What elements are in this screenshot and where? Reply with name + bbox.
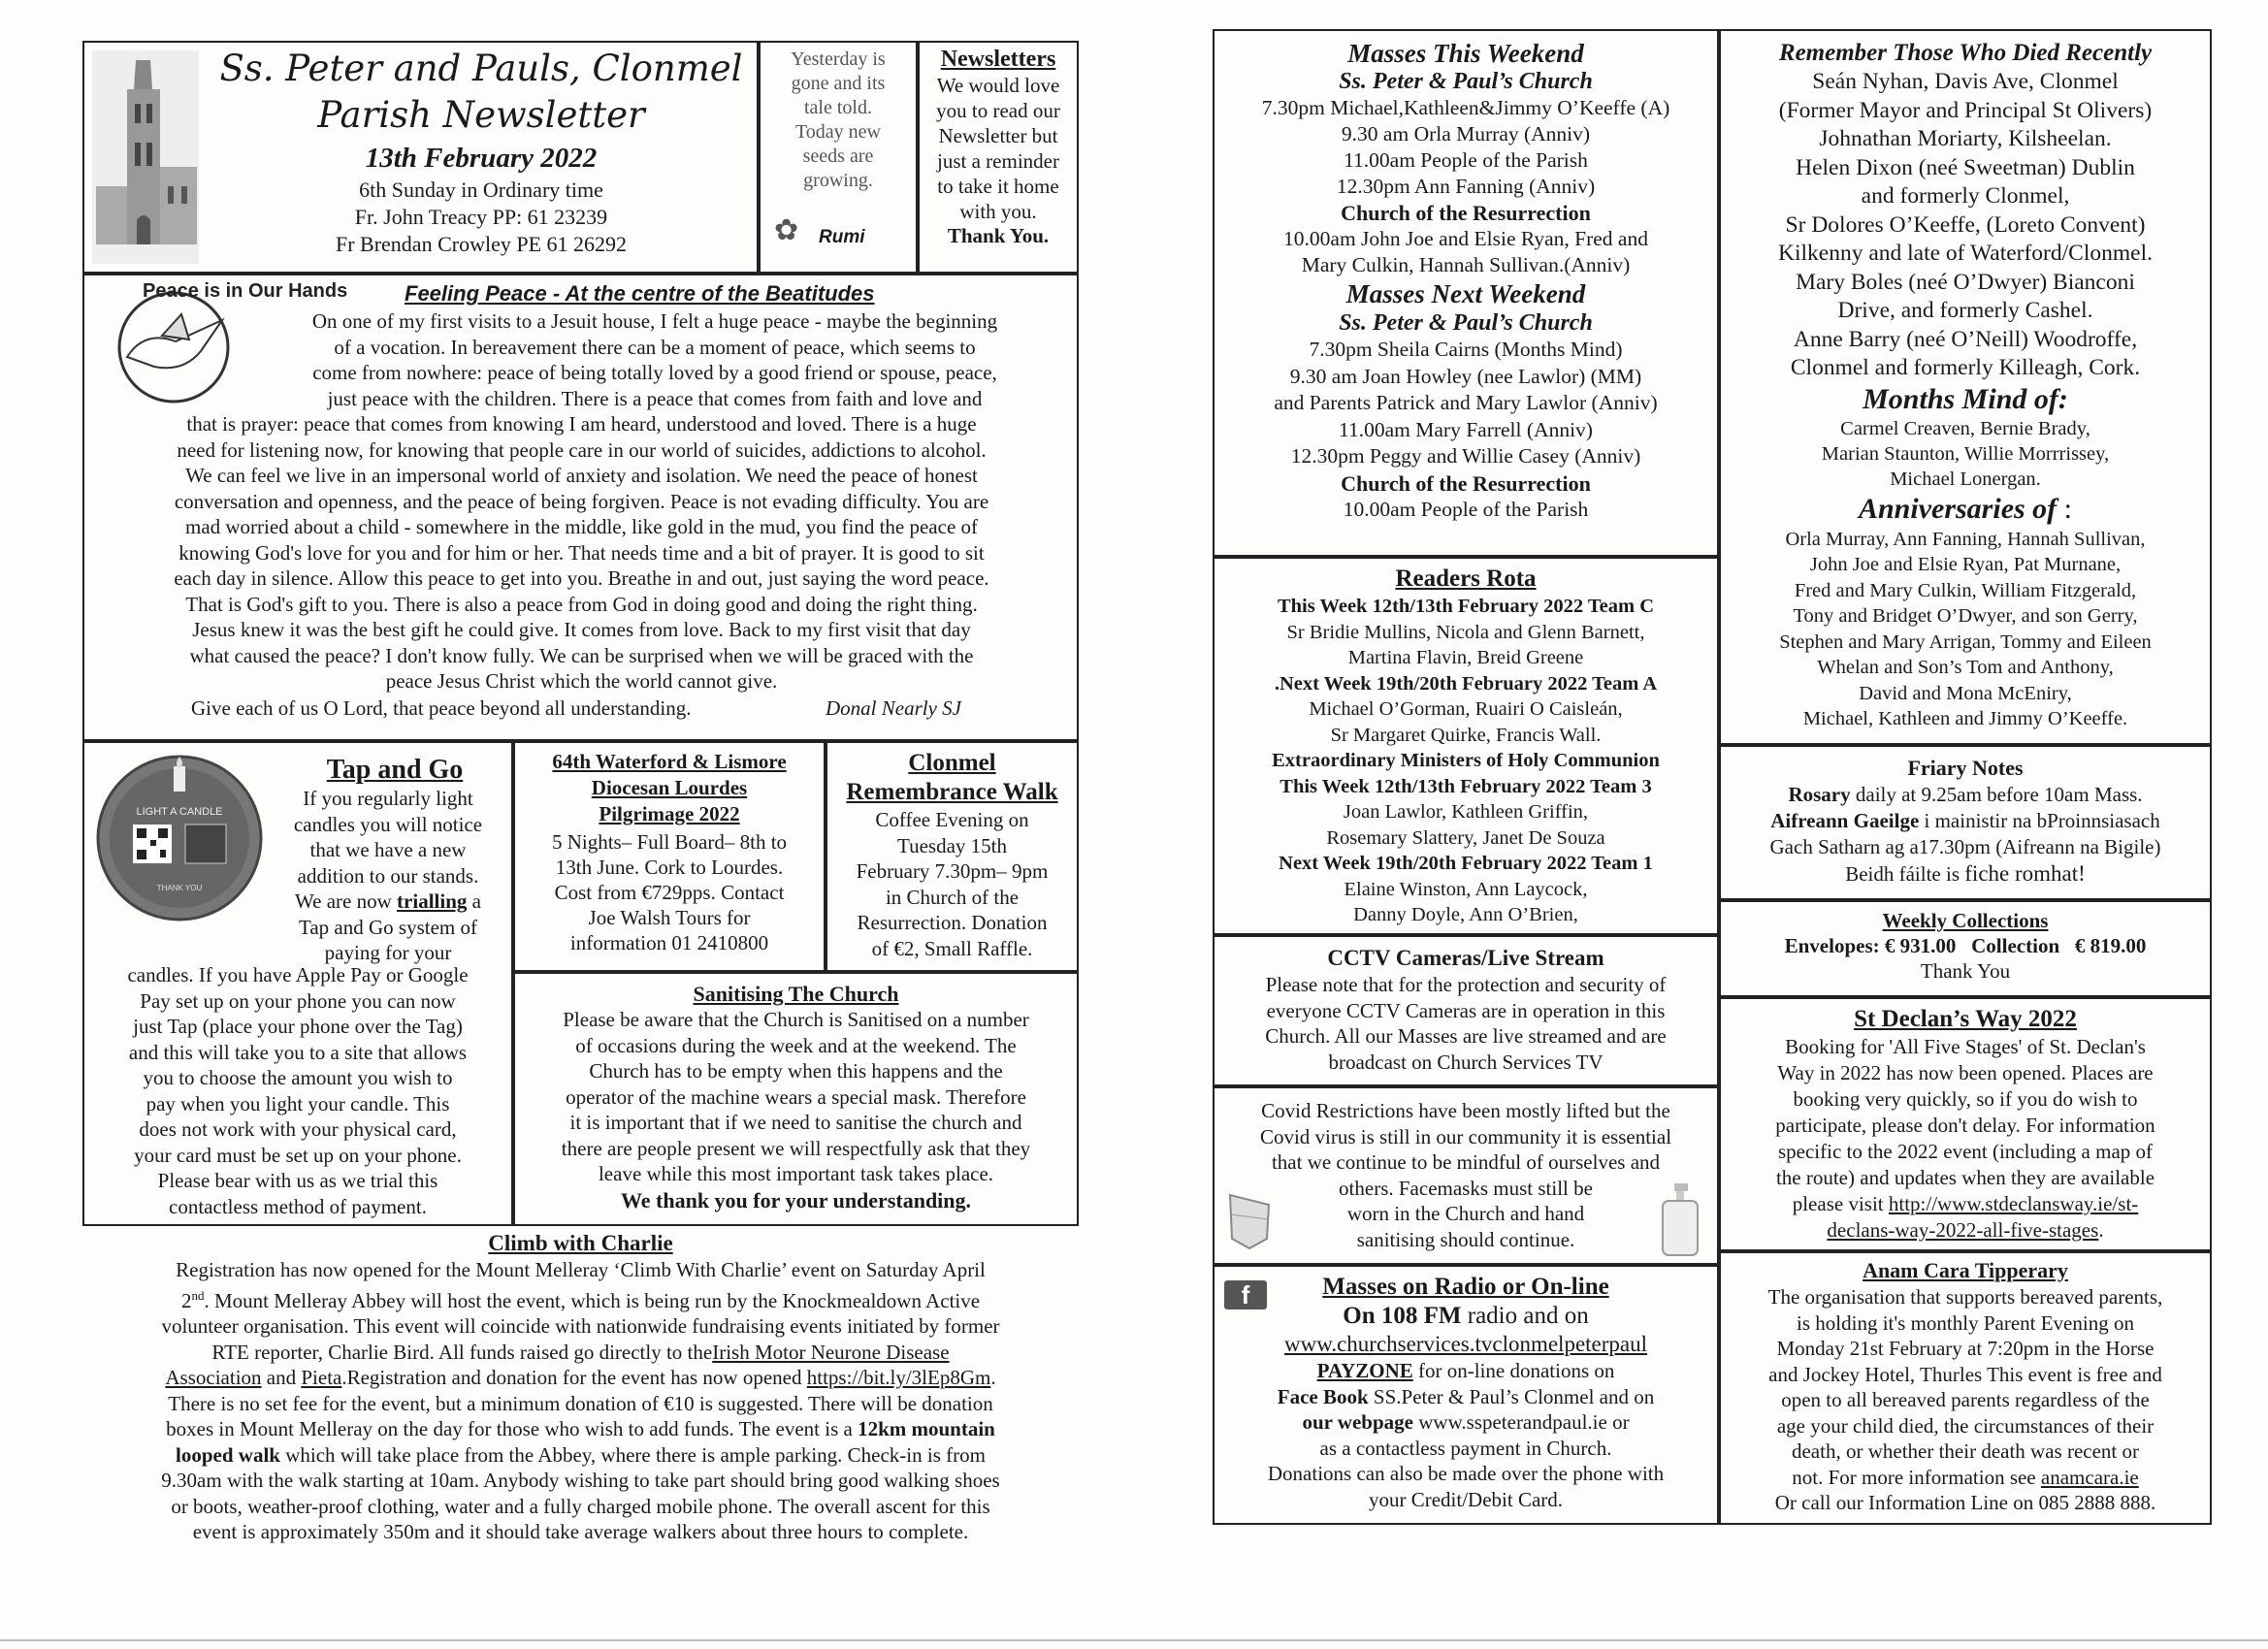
res-next: 10.00am People of the Parish	[1343, 497, 1589, 521]
radio-online-box	[1213, 1265, 1719, 1525]
declan-link-2[interactable]: declans-way-2022-all-five-stages	[1827, 1218, 2099, 1242]
newsletters-box	[918, 41, 1079, 274]
mnd-link-2[interactable]: Association	[165, 1366, 262, 1389]
anam-cara-box	[1719, 1251, 2212, 1525]
masses-this-weekend-title: Masses This Weekend	[1347, 39, 1584, 68]
church-1: Ss. Peter & Paul’s Church	[1339, 69, 1593, 94]
cctv-box	[1213, 935, 1719, 1086]
feeling-peace-box	[82, 274, 1079, 741]
envelopes-value: € 931.00	[1884, 934, 1957, 957]
mnd-link[interactable]: Irish Motor Neurone Disease	[712, 1340, 950, 1364]
readers-title: Readers Rota	[1395, 566, 1537, 592]
anniversaries-title: Anniversaries of :	[1858, 492, 2073, 525]
svg-text:LIGHT A CANDLE: LIGHT A CANDLE	[136, 806, 223, 818]
quote-box	[759, 41, 918, 274]
radio-text: PAYZONE for on-line donations on Face Book SS.Peter & Paul’s Clonmel and on our webpage www.sspeterandpaul.ie or as a contactless payment in Church. Donations can also be made over the phone with your Credit/Debit Card.	[1267, 1359, 1665, 1511]
anam-title: Anam Cara Tipperary	[1863, 1258, 2068, 1282]
newsletters-text: We would love you to read our Newsletter but just a reminder to take it home with you.	[936, 74, 1060, 223]
masses-box	[1213, 29, 1719, 557]
cctv-title: CCTV Cameras/Live Stream	[1327, 946, 1604, 970]
radio-title: Masses on Radio or On-line	[1322, 1274, 1609, 1300]
collections-values: Envelopes: € 931.00 Collection € 819.00	[1784, 934, 2147, 957]
covid-box	[1213, 1086, 1719, 1265]
sanitise-title: Sanitising The Church	[693, 982, 899, 1006]
tapgo-title: Tap and Go	[326, 755, 464, 785]
issue-date: 13th February 2022	[365, 143, 598, 174]
walk-title: Clonmel Remembrance Walk	[846, 750, 1058, 805]
tapgo-text: candles. If you have Apple Pay or Google Pay set up on your phone you can now just Tap (place your phone over the Tag) and this will take you to a site that allows you to choose the amount you wish to pay when you light your candle. This does not work with your physical card, your card must be set up on your phone. Please bear with us as we trial this contactless method of payment.	[127, 963, 469, 1218]
friary-title: Friary Notes	[1907, 756, 2024, 780]
anniversaries-list: Orla Murray, Ann Fanning, Hannah Sullivan, John Joe and Elsie Ryan, Pat Murnane, Fred and Mary Culkin, William Fitzgerald, Tony and Bridget O’Dwyer, and son Gerry, Stephen and Mary Arrigan, Tommy and Eileen Whelan and Son’s Tom and Anthony, David and Mona McEniry, Michael, Kathleen and Jimmy O’Keeffe.	[1779, 528, 2152, 729]
lourdes-text: 5 Nights– Full Board– 8th to 13th June. Cork to Lourdes. Cost from €729pps. Contact Joe Walsh Tours for information 01 2410800	[551, 830, 788, 954]
collections-title: Weekly Collections	[1882, 909, 2049, 932]
registration-link[interactable]: https://bit.ly/3lEp8Gm	[806, 1366, 991, 1389]
parish-title: Ss. Peter and Pauls, Clonmel	[219, 48, 743, 89]
declan-title: St Declan’s Way 2022	[1854, 1006, 2077, 1032]
priest-2: Fr Brendan Crowley PE 61 26292	[335, 232, 628, 256]
declan-link[interactable]: http://www.stdeclansway.ie/st-	[1888, 1192, 2139, 1215]
candle-tag-image	[96, 755, 263, 922]
newsletter-title: Parish Newsletter	[317, 94, 645, 136]
cctv-text: Please note that for the protection and security of everyone CCTV Cameras are in operation in this Church. All our Masses are live streamed and are broadcast on Church Services TV	[1265, 973, 1667, 1074]
tapgo-side-text: If you regularly light candles you will notice that we have a new addition to our stands. We are now trialling a Tap and Go system of paying for your	[293, 787, 483, 964]
facebook-icon: f	[1224, 1280, 1267, 1310]
climb-title: Climb with Charlie	[488, 1231, 673, 1255]
radio-fm: On 108 FM radio and on	[1343, 1303, 1589, 1329]
lourdes-title: 64th Waterford & Lismore Diocesan Lourdes Pilgrimage 2022	[552, 750, 787, 825]
newsletters-title: Newsletters	[940, 47, 1056, 72]
sanitise-thanks: We thank you for your understanding.	[620, 1187, 972, 1212]
died-recently-box	[1719, 29, 2212, 745]
church-2: Ss. Peter & Paul’s Church	[1339, 310, 1593, 336]
priest-1: Fr. John Treacy PP: 61 23239	[354, 205, 608, 229]
facemask-icon	[1220, 1185, 1279, 1253]
friary-notes-box	[1719, 745, 2212, 900]
peace-title: Feeling Peace - At the centre of the Beatitudes	[405, 281, 875, 306]
masses-next-weekend-title: Masses Next Weekend	[1345, 279, 1586, 308]
quote-text: Yesterday is gone and its tale told. Today new seeds are growing.	[791, 48, 886, 191]
friary-text: Rosary daily at 9.25am before 10am Mass. Aifreann Gaeilge i mainistir na bProinnsiasach Gach Satharn ag a17.30pm (Aifreann na Bigile) Beidh fáilte is fiche romhat!	[1769, 783, 2161, 886]
collection-value: € 819.00	[2074, 934, 2147, 957]
sanitising-box	[513, 972, 1079, 1226]
peace-closing: Give each of us O Lord, that peace beyond all understanding.	[191, 696, 692, 720]
sanitise-text: Please be aware that the Church is Sanitised on a number of occasions during the week and at the weekend. The Church has to be empty when this happens and the operator of the machine wears a special mask. Therefore it is important that if we need to sanitise the church and there are people present we will respectfully ask that they leave while this most important task takes place.	[561, 1008, 1031, 1185]
flower-icon: ✿	[774, 214, 799, 246]
newsletters-thanks: Thank You.	[947, 224, 1050, 247]
died-list: Seán Nyhan, Davis Ave, Clonmel (Former Mayor and Principal St Olivers) Johnathan Moriarty, Kilsheelan. Helen Dixon (neé Sweetman) Dublin and formerly Clonmel, Sr Dolores O’Keeffe, (Loreto Convent) Kilkenny and late of Waterford/Clonmel. Mary Boles (neé O’Dwyer) Bianconi Drive, and formerly Cashel. Anne Barry (neé O’Neill) Woodroffe, Clonmel and formerly Killeagh, Cork.	[1778, 69, 2153, 380]
weekly-collections-box	[1719, 900, 2212, 997]
collections-thanks: Thank You	[1920, 959, 2011, 983]
peace-text-top: On one of my first visits to a Jesuit house, I felt a huge peace - maybe the beginning of a vocation. In bereavement there can be a moment of peace, which seems to come from nowhere: peace of being totally loved by a good friend or spouse, peace, just peace with the children. There is a peace that comes from faith and love and	[311, 309, 998, 410]
tap-and-go-box	[82, 741, 513, 1226]
page-bottom-edge	[0, 1639, 2268, 1641]
resurrection-1: Church of the Resurrection	[1341, 201, 1591, 225]
church-tower-image	[92, 50, 199, 264]
liturgical-sunday: 6th Sunday in Ordinary time	[359, 178, 603, 202]
anam-text: The organisation that supports bereaved parents, is holding it's monthly Parent Evening on Monday 21st February at 7:20pm in the Horse and Jockey Hotel, Thurles This event is free and open to all bereaved parents regardless of the age your child died, the circumstances of their death, or whether their death was recent or not. For more information see anamcara.ie Or call our Information Line on 085 2888 888.	[1767, 1285, 2163, 1514]
pieta-link[interactable]: Pieta	[301, 1366, 342, 1389]
climb-section	[82, 1230, 1079, 1545]
peace-dove-badge	[77, 272, 348, 407]
masses-this-list: 7.30pm Michael,Kathleen&Jimmy O’Keeffe (A) 9.30 am Orla Murray (Anniv) 11.00am People of the Parish 12.30pm Ann Fanning (Anniv)	[1261, 96, 1670, 198]
header-box	[82, 41, 759, 274]
sanitiser-bottle-icon	[1655, 1181, 1703, 1259]
svg-text:THANK YOU: THANK YOU	[156, 884, 203, 892]
died-title: Remember Those Who Died Recently	[1778, 40, 2153, 66]
remembrance-walk-box	[826, 741, 1079, 972]
covid-text: Covid Restrictions have been mostly lifted but the Covid virus is still in our community it is essential that we continue to be mindful of ourselves and others. Facemasks must still be worn in the Church and hand sanitising should continue.	[1259, 1099, 1672, 1251]
peace-author: Donal Nearly SJ	[826, 696, 961, 720]
res-this-list: 10.00am John Joe and Elsie Ryan, Fred and Mary Culkin, Hannah Sullivan.(Anniv)	[1283, 227, 1648, 276]
readers-rota-box	[1213, 557, 1719, 935]
churchservices-link[interactable]: www.churchservices.tvclonmelpeterpaul	[1283, 1332, 1648, 1356]
declan-text: Booking for 'All Five Stages' of St. Declan's Way in 2022 has now been opened. Places are booking very quickly, so if you do wish to participate, please don't delay. For information specific to the 2022 event (including a map of the route) and updates when they are available please visit http://www.stdeclansway.ie/st- declans-way-2022-all-five-stages.	[1775, 1035, 2155, 1242]
lourdes-box	[513, 741, 826, 972]
readers-text: This Week 12th/13th February 2022 Team C Sr Bridie Mullins, Nicola and Glenn Barnett, Martina Flavin, Breid Greene .Next Week 19th/20th February 2022 Team A Michael O’Gorman, Ruairi O Caisleán, Sr Margaret Quirke, Francis Wall. Extraordinary Ministers of Holy Communion This Week 12th/13th February 2022 Team 3 Joan Lawlor, Kathleen Griffin, Rosemary Slattery, Janet De Souza Next Week 19th/20th February 2022 Team 1 Elaine Winston, Ann Laycock, Danny Doyle, Ann O’Brien,	[1272, 596, 1660, 925]
walk-text: Coffee Evening on Tuesday 15th February 7.30pm– 9pm in Church of the Resurrection. Donation of €2, Small Raffle.	[856, 808, 1049, 960]
climb-text: Registration has now opened for the Mount Melleray ‘Climb With Charlie’ event on Saturday April 2nd. Mount Melleray Abbey will host the event, which is being run by the Knockmealdown Active volunteer organisation. This event will coincide with nationwide fundraising events initiated by former RTE reporter, Charlie Bird. All funds raised go directly to theIrish Motor Neurone Disease Association and Pieta.Registration and donation for the event has now opened https://bit.ly/3lEp8Gm. There is no set fee for the event, but a minimum donation of €10 is suggested. There will be donation boxes in Mount Melleray on the day for those who wish to add funds. The event is a 12km mountain looped walk which will take place from the Abbey, where there is ample parking. Check-in is from 9.30am with the walk starting at 10am. Anybody wishing to take part should bring good walking shoes or boots, weather-proof clothing, water and a fully charged mobile phone. The overall ascent for this event is approximately 350m and it should take average walkers about three hours to complete.	[161, 1258, 1000, 1543]
quote-author: Rumi	[819, 227, 865, 247]
peace-text-body: that is prayer: peace that comes from knowing I am heard, understood and loved. There is a huge need for listening now, for knowing that people care in our world of suicides, addictions to alcohol. We can feel we live in an impersonal world of anxiety and isolation. We need the peace of honest conversation and openness, and the peace of being forgiven. Peace is not evading difficulty. You are mad worried about a child - somewhere in the middle, like gold in the mud, you find the peace of knowing God's love for you and for him or her. That needs time and a bit of prayer. It is good to sit each day in silence. Allow this peace to get into you. Breathe in and out, just saying the word peace. That is God's gift to you. There is also a peace from God in doing good and doing the right thing. Jesus knew it was the best gift he could give. It comes from love. Back to my first visit that day what caused the peace? I don't know fully. We can be surprised when we will be graced with the peace Jesus Christ which the world cannot give.	[174, 412, 989, 693]
resurrection-2: Church of the Resurrection	[1341, 470, 1591, 496]
months-mind-list: Carmel Creaven, Bernie Brady, Marian Staunton, Willie Morrrissey, Michael Lonergan.	[1821, 417, 2110, 490]
months-mind-title: Months Mind of:	[1863, 382, 2068, 415]
masses-next-list: 7.30pm Sheila Cairns (Months Mind) 9.30 am Joan Howley (nee Lawlor) (MM) and Parents Patrick and Mary Lawlor (Anniv) 11.00am Mary Farrell (Anniv) 12.30pm Peggy and Willie Casey (Anniv)	[1274, 338, 1658, 468]
badge-text: Peace is in Our Hands	[143, 280, 348, 302]
anamcara-link[interactable]: anamcara.ie	[2040, 1465, 2139, 1489]
st-declans-way-box	[1719, 997, 2212, 1251]
